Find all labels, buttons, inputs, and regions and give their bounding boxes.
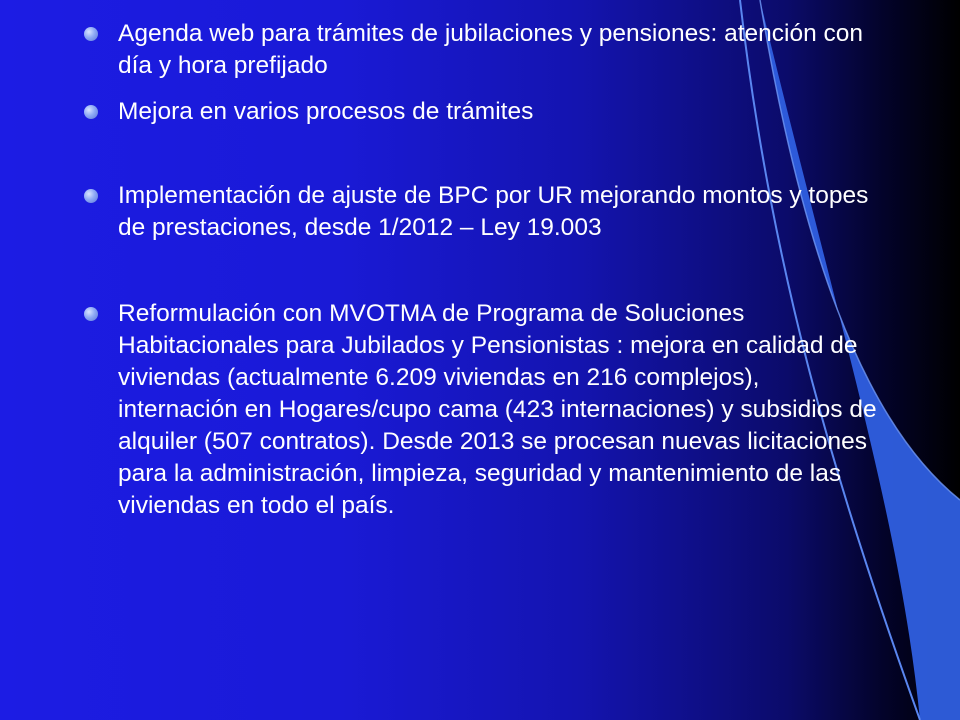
bullet-item-3 — [82, 180, 882, 244]
bullet-item-4 — [82, 298, 882, 522]
bullet-dot-icon — [84, 105, 98, 119]
bullet-list — [82, 18, 882, 522]
bullet-text-1: Agenda web para trámites de jubilaciones y pensiones: atención con día y hora prefijado — [118, 20, 864, 79]
bullet-item-1 — [82, 18, 882, 82]
bullet-text-3: Implementación de ajuste de BPC por UR mejorando montos y topes de prestaciones, desde 1/2012 – Ley 19.003 — [118, 182, 869, 241]
bullet-text-2: Mejora en varios procesos de trámites — [118, 98, 534, 125]
bullet-dot-icon — [84, 189, 98, 203]
bullet-dot-icon — [84, 27, 98, 41]
bullet-text-4: Reformulación con MVOTMA de Programa de Soluciones Habitacionales para Jubilados y Pensionistas : mejora en calidad de viviendas (actualmente 6.209 viviendas en 216 complejos), internación en Hogares/cupo cama (423 internaciones) y subsidios de alquiler (507 contratos). Desde 2013 se procesan nuevas licitaciones para la administración, limpieza, seguridad y mantenimiento de las viviendas en todo el país. — [118, 300, 877, 519]
bullet-item-2 — [82, 96, 882, 128]
bullet-dot-icon — [84, 307, 98, 321]
